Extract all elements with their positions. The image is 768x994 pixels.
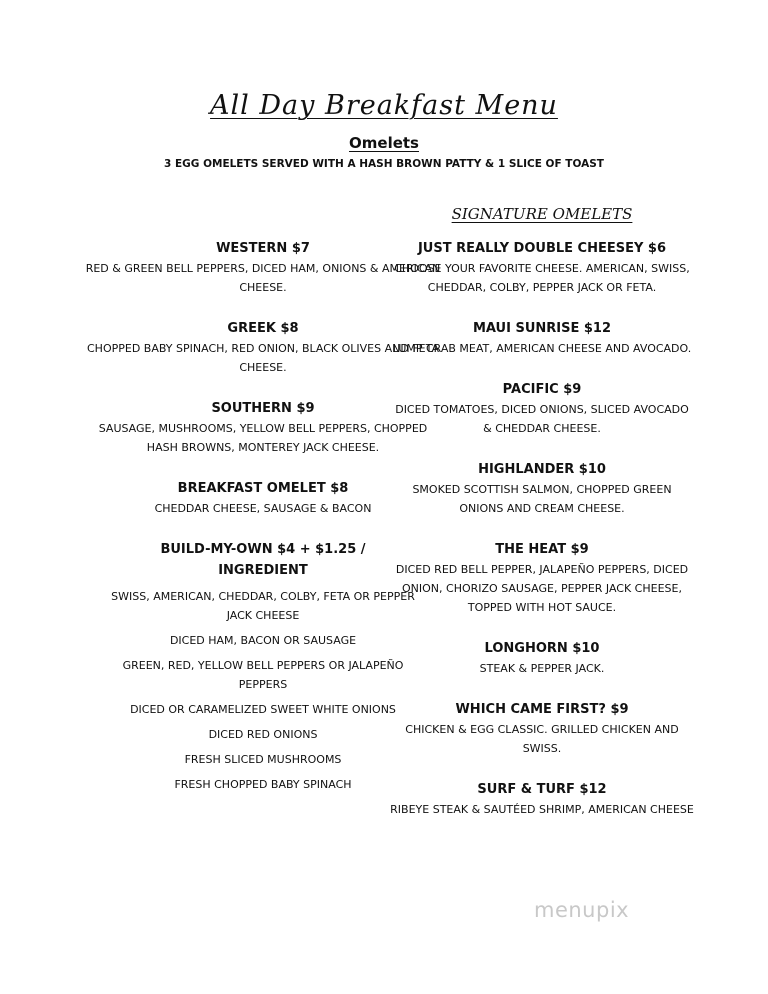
menu-item-description: CHICKEN & EGG CLASSIC. GRILLED CHICKEN AND SWISS. <box>405 723 679 755</box>
ingredient-option: GREEN, RED, YELLOW BELL PEPPERS OR JALAPEÑO PEPPERS <box>122 659 404 691</box>
menu-item-description: RED & GREEN BELL PEPPERS, DICED HAM, ONIONS & AMERICAN CHEESE. <box>85 262 441 294</box>
ingredient-option: DICED RED ONIONS <box>208 728 318 741</box>
menu-item-name: BREAKFAST OMELET $8 <box>177 481 349 496</box>
right-menu-column <box>384 238 700 840</box>
menu-item-description: CHOPPED BABY SPINACH, RED ONION, BLACK OLIVES AND FETA CHEESE. <box>87 342 439 374</box>
menu-item-name: THE HEAT $9 <box>495 542 589 557</box>
ingredient-option: FRESH SLICED MUSHROOMS <box>184 753 342 766</box>
menu-item-name: WESTERN $7 <box>216 241 310 256</box>
menupix-watermark: menupix <box>534 898 630 922</box>
menu-item-name: SOUTHERN $9 <box>211 401 315 416</box>
menu-item-description: LUMP CRAB MEAT, AMERICAN CHEESE AND AVOCADO. <box>392 342 692 355</box>
menu-item <box>384 779 700 819</box>
menu-item-description: CHOOSE YOUR FAVORITE CHEESE. AMERICAN, SWISS, CHEDDAR, COLBY, PEPPER JACK OR FETA. <box>394 262 690 294</box>
menu-item-name: SURF & TURF $12 <box>477 782 607 797</box>
menu-item <box>384 238 700 297</box>
menu-item-name: PACIFIC $9 <box>502 382 582 397</box>
menu-item-name: GREEK $8 <box>227 321 299 336</box>
section-title-omelets: Omelets <box>349 134 419 152</box>
menu-item-name: WHICH CAME FIRST? $9 <box>455 702 629 717</box>
menu-item-description: STEAK & PEPPER JACK. <box>479 662 605 675</box>
menu-item-description: RIBEYE STEAK & SAUTÉED SHRIMP, AMERICAN CHEESE <box>390 803 694 816</box>
menu-item-description: SMOKED SCOTTISH SALMON, CHOPPED GREEN ONIONS AND CREAM CHEESE. <box>412 483 672 515</box>
menu-item <box>384 379 700 438</box>
page-title: All Day Breakfast Menu <box>210 90 558 121</box>
menu-item <box>384 699 700 758</box>
menu-item-name: BUILD-MY-OWN $4 + $1.25 / INGREDIENT <box>160 542 366 578</box>
menu-item-name: MAUI SUNRISE $12 <box>472 321 612 336</box>
menu-item <box>384 539 700 617</box>
menu-item-name: LONGHORN $10 <box>484 641 600 656</box>
menu-item-name: HIGHLANDER $10 <box>478 462 606 477</box>
section-subtitle: 3 EGG OMELETS SERVED WITH A HASH BROWN PATTY & 1 SLICE OF TOAST <box>164 158 604 170</box>
menu-item-description: SAUSAGE, MUSHROOMS, YELLOW BELL PEPPERS, CHOPPED HASH BROWNS, MONTEREY JACK CHEESE. <box>98 422 428 454</box>
menu-item-name: JUST REALLY DOUBLE CHEESEY $6 <box>417 241 667 256</box>
menu-item-description: DICED RED BELL PEPPER, JALAPEÑO PEPPERS, DICED ONION, CHORIZO SAUSAGE, PEPPER JACK CHEESE, TOPPED WITH HOT SAUCE. <box>395 563 689 614</box>
ingredient-option: DICED HAM, BACON OR SAUSAGE <box>169 634 357 647</box>
menu-item <box>384 638 700 678</box>
menu-item-description: DICED TOMATOES, DICED ONIONS, SLICED AVOCADO & CHEDDAR CHEESE. <box>395 403 689 435</box>
ingredient-option: DICED OR CARAMELIZED SWEET WHITE ONIONS <box>130 703 396 716</box>
menu-item <box>384 318 700 358</box>
menu-item <box>384 459 700 518</box>
signature-omelets-title: SIGNATURE OMELETS <box>451 205 633 223</box>
menu-item-description: CHEDDAR CHEESE, SAUSAGE & BACON <box>154 502 372 515</box>
ingredient-option: FRESH CHOPPED BABY SPINACH <box>174 778 352 791</box>
ingredient-option: SWISS, AMERICAN, CHEDDAR, COLBY, FETA OR PEPPER JACK CHEESE <box>111 590 415 622</box>
